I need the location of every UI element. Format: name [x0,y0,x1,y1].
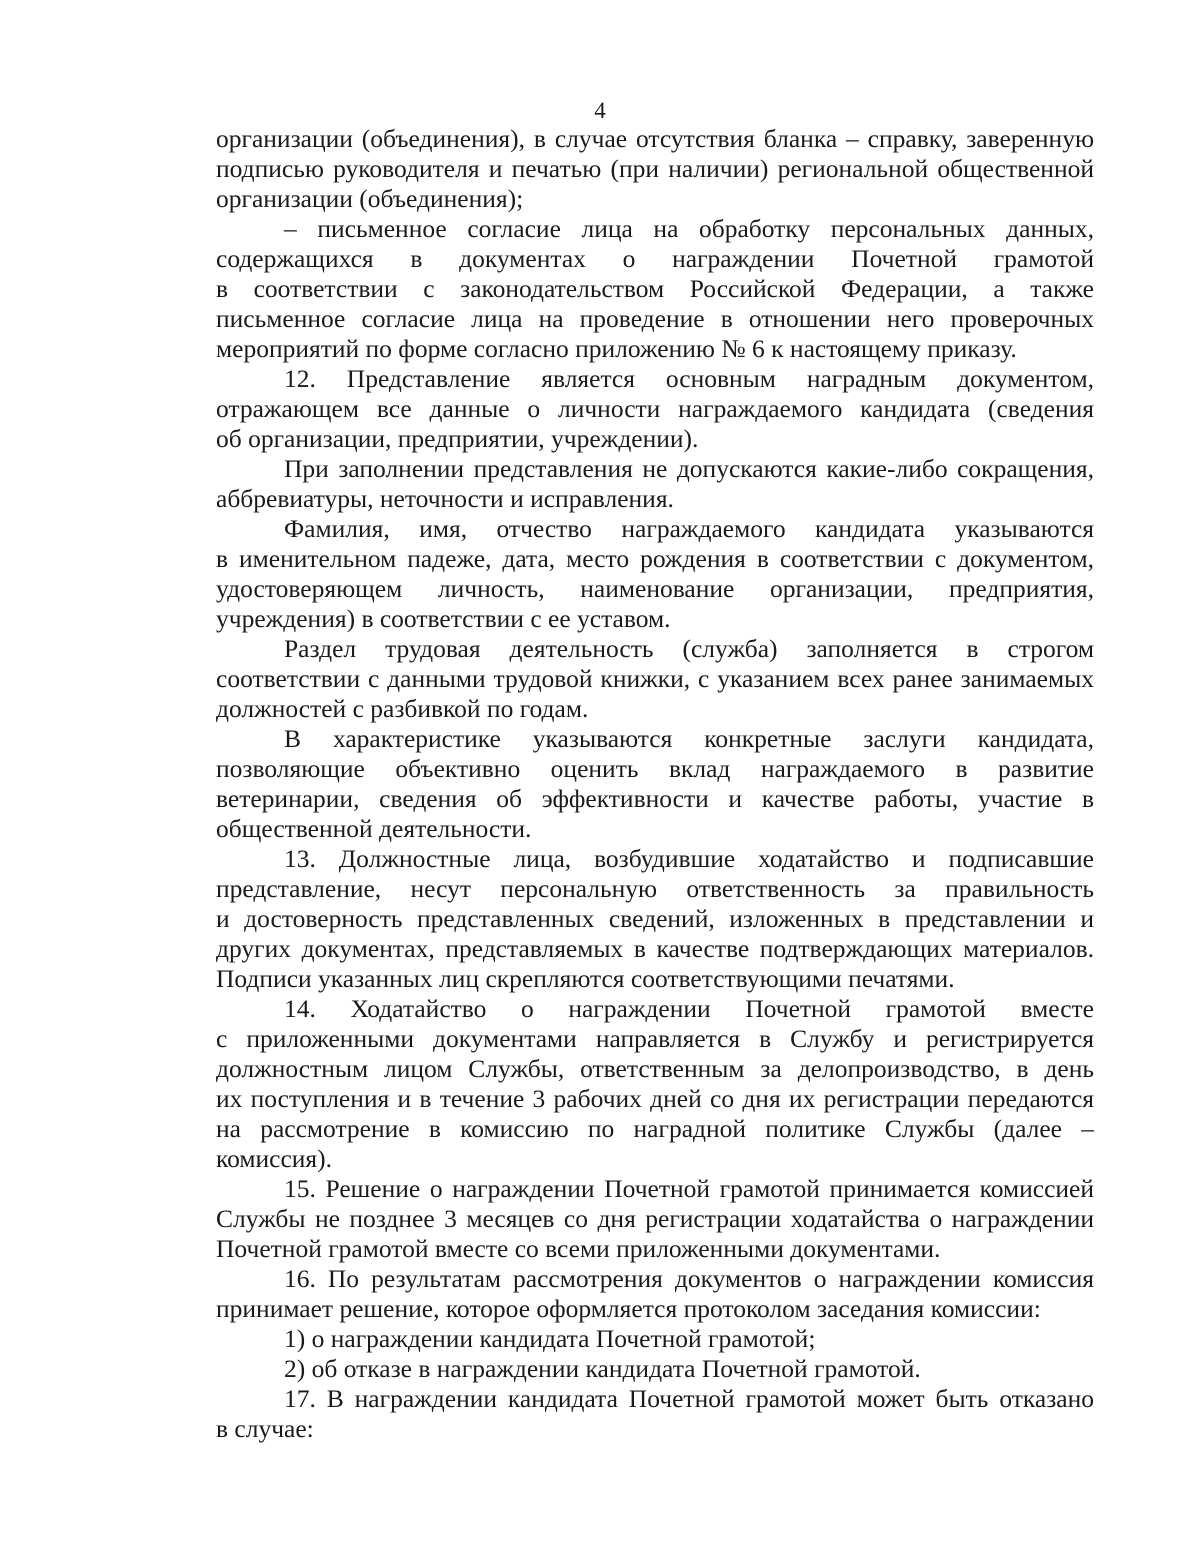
text-line: Подписи указанных лиц скрепляются соответствующими печатями. [216,964,955,993]
page-number: 4 [594,98,606,123]
text-line: письменное согласие лица на проведение в отношении него проверочных [216,304,1094,333]
paragraph-p8 [216,844,1094,994]
text-line: в случае: [216,1414,314,1443]
paragraph-p13 [216,1354,1094,1384]
paragraph-p7 [216,724,1094,844]
text-line: об организации, предприятии, учреждении). [216,424,699,453]
text-line: 12. Представление является основным наградным документом, [284,364,1094,393]
paragraph-p9 [216,994,1094,1174]
text-line: отражающем все данные о личности награждаемого кандидата (сведения [216,394,1094,423]
paragraph-p3 [216,364,1094,454]
document-body [216,124,1094,1444]
text-line: 17. В награждении кандидата Почетной грамотой может быть отказано [284,1384,1094,1413]
text-line: 14. Ходатайство о награждении Почетной грамотой вместе [284,994,1094,1023]
text-line: организации (объединения); [216,184,524,213]
paragraph-p1 [216,124,1094,214]
text-line: 1) о награждении кандидата Почетной грамотой; [284,1324,816,1353]
text-line: в именительном падеже, дата, место рождения в соответствии с документом, [216,544,1094,573]
text-line: и достоверность представленных сведений, изложенных в представлении и [216,904,1094,933]
text-line: содержащихся в документах о награждении Почетной грамотой [216,244,1094,273]
text-line: комиссия). [216,1144,333,1173]
text-line: Почетной грамотой вместе со всеми приложенными документами. [216,1234,941,1263]
text-line: с приложенными документами направляется в Службу и регистрируется [216,1024,1094,1053]
text-line: соответствии с данными трудовой книжки, с указанием всех ранее занимаемых [216,664,1094,693]
text-line: представление, несут персональную ответственность за правильность [216,874,1094,903]
paragraph-p6 [216,634,1094,724]
text-line: удостоверяющем личность, наименование организации, предприятия, [216,574,1094,603]
text-line: их поступления и в течение 3 рабочих дней со дня их регистрации передаются [216,1084,1094,1113]
text-line: мероприятий по форме согласно приложению № 6 к настоящему приказу. [216,334,1017,363]
text-line: Службы не позднее 3 месяцев со дня регистрации ходатайства о награждении [216,1204,1094,1233]
text-line: 13. Должностные лица, возбудившие ходатайство и подписавшие [284,844,1094,873]
text-line: принимает решение, которое оформляется протоколом заседания комиссии: [216,1294,1041,1323]
text-line: ветеринарии, сведения об эффективности и качестве работы, участие в [216,784,1094,813]
text-line: на рассмотрение в комиссию по наградной политике Службы (далее – [216,1114,1094,1143]
paragraph-p12 [216,1324,1094,1354]
text-line: При заполнении представления не допускаются какие-либо сокращения, [284,454,1094,483]
text-line: других документах, представляемых в качестве подтверждающих материалов. [216,934,1094,963]
text-line: аббревиатуры, неточности и исправления. [216,484,674,513]
paragraph-p5 [216,514,1094,634]
text-line: 16. По результатам рассмотрения документов о награждении комиссия [284,1264,1094,1293]
text-line: должностей с разбивкой по годам. [216,694,589,723]
paragraph-p14 [216,1384,1094,1444]
text-line: – письменное согласие лица на обработку персональных данных, [284,214,1094,243]
paragraph-p10 [216,1174,1094,1264]
text-line: 2) об отказе в награждении кандидата Почетной грамотой. [284,1354,921,1383]
text-line: Раздел трудовая деятельность (служба) заполняется в строгом [284,634,1094,663]
text-line: Фамилия, имя, отчество награждаемого кандидата указываются [284,514,1094,543]
text-line: учреждения) в соответствии с ее уставом. [216,604,671,633]
text-line: организации (объединения), в случае отсутствия бланка – справку, заверенную [216,124,1094,153]
text-line: подписью руководителя и печатью (при наличии) региональной общественной [216,154,1094,183]
paragraph-p11 [216,1264,1094,1324]
text-line: в соответствии с законодательством Российской Федерации, а также [216,274,1094,303]
paragraph-p4 [216,454,1094,514]
paragraph-p2 [216,214,1094,364]
text-line: В характеристике указываются конкретные заслуги кандидата, [284,724,1094,753]
text-line: позволяющие объективно оценить вклад награждаемого в развитие [216,754,1094,783]
text-line: общественной деятельности. [216,814,532,843]
text-line: должностным лицом Службы, ответственным за делопроизводство, в день [216,1054,1094,1083]
text-line: 15. Решение о награждении Почетной грамотой принимается комиссией [284,1174,1094,1203]
